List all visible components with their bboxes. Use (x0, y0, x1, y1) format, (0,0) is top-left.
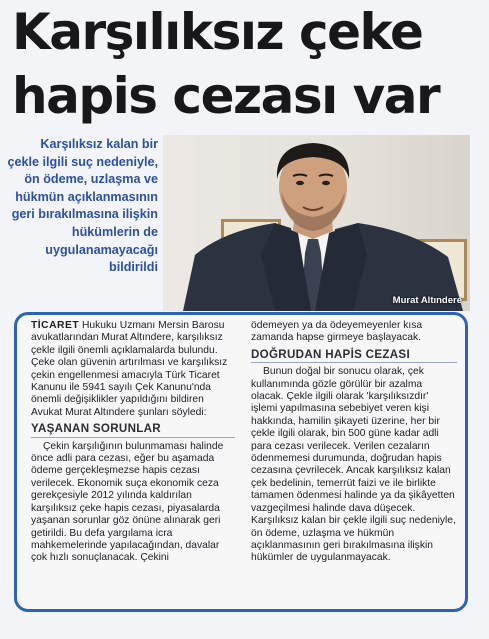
article-intro (31, 320, 235, 419)
article-column-left (31, 320, 235, 565)
article-column-right (251, 320, 457, 565)
section-heading-problems: YAŞANAN SORUNLAR (31, 423, 235, 437)
lead-paragraph: Karşılıksız kalan bir çekle ilgili suç nedeniyle, ön ödeme, uzlaşma ve hükmün açıklanmasının geri bırakılmasına ilişkin hükümlerin de uygulanamayacağı bildirildi (7, 137, 158, 275)
article-box (14, 312, 468, 612)
headline-line-2: hapis cezası var (12, 67, 440, 125)
headline (12, 0, 482, 128)
article-continuation: ödemeyen ya da ödeyemeyenler kısa zamanda hapse girmeye başlayacak. (251, 320, 423, 344)
person-figure (163, 135, 470, 311)
article-kicker: TİCARET (31, 320, 80, 331)
section-body-problems: Çekin karşılığının bulunmaması halinde önce adli para cezası, eğer bu aşamada ödeme gerçekleşmezse hapis cezası verilecek. Ekonomik suça ekonomik ceza gerekçesiyle 2012 yılında kaldırılan karşılıksız çeke hapis cezası, piyasalarda yaşanan sorunlar göz önüne alınarak geri getirildi. Bu defa yargılama icra mahkemelerinde yapılacağından, davalar çok hızlı sonuçlanacak. Çekini (31, 440, 224, 564)
article-intro-text: Hukuku Uzmanı Mersin Barosu avukatlarından Murat Altındere, karşılıksız çekle ilgili önemli açıklamalarda bulundu. Çeke olan güvenin artırılması ve karşılıksız çekin engellenmesi amacıyla Türk Ticaret Kanunu ile 5941 sayılı Çek Kanunu'nda önemli değişiklikler yapıldığını bildiren Avukat Murat Altındere şunları söyledi: (31, 320, 228, 418)
portrait-photo (163, 135, 470, 311)
section-heading-direct-prison: DOĞRUDAN HAPİS CEZASI (251, 349, 457, 363)
photo-caption: Murat Altındere (392, 295, 462, 306)
headline-line-1: Karşılıksız çeke (12, 3, 423, 61)
section-body-direct-prison: Bunun doğal bir sonucu olarak, çek kullanımında gözle görülür bir azalma olacak. Çekle ilgili olarak 'karşılıksızdır' işlemi yapılmasına sebebiyet veren kişi hakkında, hamilin şikayeti üzerine, her bir çekle ilgili olarak, bin 500 güne kadar adli para cezası verilecek. Verilen cezaların ödenmemesi durumunda, doğrudan hapis cezasına çevrilecek. Ancak karşılıksız kalan çek bedelinin, temerrüt faizi ve ile birlikte tamamen ödenmesi halinde ya da şikâyetten vazgeçilmesi halinde dava düşecek. Karşılıksız kalan bir çekle ilgili suç nedeniyle, ön ödeme, uzlaşma ve hükmün açıklanmasının geri bırakılmasına ilişkin hükümler de uygulanmayacak. (251, 366, 456, 564)
